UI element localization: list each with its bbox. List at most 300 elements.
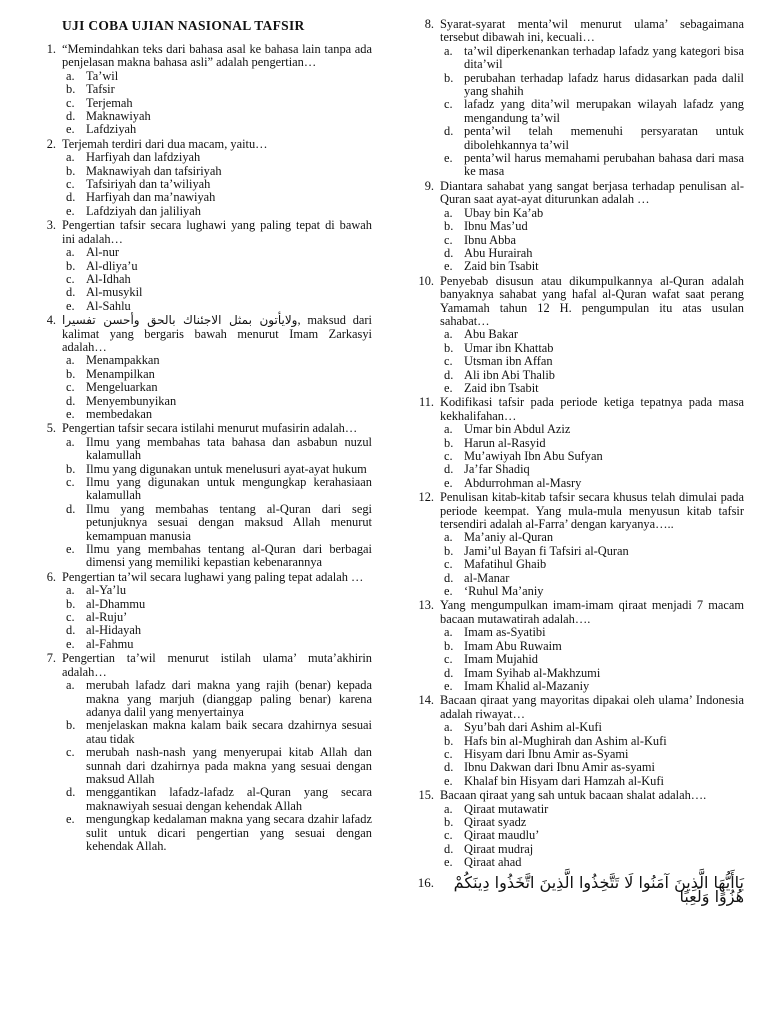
answer-option[interactable] [62, 191, 372, 204]
answer-option[interactable] [440, 450, 744, 463]
answer-option[interactable] [440, 735, 744, 748]
question-text [440, 789, 744, 802]
option-letter: e. [66, 298, 75, 313]
answer-option[interactable] [62, 151, 372, 164]
option-letter: a. [66, 245, 75, 260]
answer-option[interactable] [440, 260, 744, 273]
question-number: 13. [418, 598, 434, 613]
question-text [440, 18, 744, 45]
option-text: Zaid bin Tsabit [464, 259, 539, 274]
option-text: Abu Bakar [464, 327, 519, 342]
option-letter: b. [66, 461, 76, 476]
question-stem: “Memindahkan teks dari bahasa asal ke bahasa lain tanpa ada penjelasan makna bahasa asli” adalah pengertian… [62, 42, 372, 70]
option-letter: a. [444, 530, 453, 545]
arabic-verse: يَاأَيُّهَا الَّذِينَ آمَنُوا لَا تَتَّخِذُوا الَّذِينَ اتَّخَذُوا دِينَكُمْ هُزُوًا وَلَعِبًا [453, 872, 744, 906]
option-text: Ibnu Mas’ud [464, 219, 528, 234]
option-text: Mafatihul Ghaib [464, 557, 547, 572]
option-letter: d. [444, 367, 454, 382]
answer-option[interactable] [62, 463, 372, 476]
answer-option[interactable] [62, 611, 372, 624]
question-text [440, 599, 744, 626]
question-text [440, 872, 744, 906]
question-body [440, 180, 744, 274]
option-text: Umar ibn Khattab [464, 340, 554, 355]
option-text: Lafdziyah [86, 122, 137, 137]
option-letter: c. [444, 97, 453, 112]
option-letter: d. [66, 501, 76, 516]
option-text: Menyembunyikan [86, 393, 177, 408]
option-letter: e. [444, 475, 453, 490]
answer-option[interactable] [62, 354, 372, 367]
option-letter: b. [444, 733, 454, 748]
right-column [412, 18, 744, 905]
option-text: merubah nash-nash yang menyerupai kitab Allah dan sunnah dari dzahirnya pada makna yang sesuai dengan maksud Allah [86, 745, 372, 786]
option-letter: d. [66, 285, 76, 300]
option-letter: c. [444, 652, 453, 667]
answer-option[interactable] [62, 123, 372, 136]
question-stem: Terjemah terdiri dari dua macam, yaitu… [62, 136, 268, 151]
option-text: Imam Syihab al-Makhzumi [464, 665, 601, 680]
question-number: 7. [46, 651, 56, 666]
option-text: Tafsir [86, 82, 115, 97]
question-body [440, 872, 744, 906]
option-letter: d. [66, 785, 76, 800]
answer-option[interactable] [62, 381, 372, 394]
option-text: Mu’awiyah Ibn Abu Sufyan [464, 449, 603, 463]
option-letter: e. [66, 122, 75, 137]
question-text [62, 43, 372, 70]
question-text [440, 396, 744, 423]
answer-option[interactable] [62, 205, 372, 218]
option-letter: b. [66, 596, 76, 611]
option-text: Maknawiyah dan tafsiriyah [86, 163, 222, 178]
answer-option[interactable] [440, 558, 744, 571]
option-letter: a. [66, 678, 75, 693]
question-stem: Pengertian tafsir secara istilahi menurut mufasirin adalah… [62, 421, 358, 436]
option-letter: c. [444, 232, 453, 247]
question-text [62, 422, 372, 435]
page-title: UJI COBA UJIAN NASIONAL TAFSIR [62, 18, 305, 33]
option-letter: c. [66, 475, 75, 489]
question-text [440, 180, 744, 207]
question-stem: Bacaan qiraat yang sah untuk bacaan shalat adalah…. [440, 788, 707, 803]
answer-option[interactable] [62, 813, 372, 853]
option-text: merubah lafadz dari makna yang rajih (benar) kepada makna yang marjuh (dianggap paling benar) karena adanya dalil yang menyertainya [86, 678, 372, 719]
option-letter: d. [444, 841, 454, 856]
option-letter: d. [66, 623, 76, 638]
answer-option[interactable] [62, 368, 372, 381]
option-letter: a. [66, 583, 75, 598]
option-text: Imam Mujahid [464, 652, 538, 667]
option-text: Qiraat mutawatir [464, 801, 549, 816]
answer-option[interactable] [440, 626, 744, 639]
answer-option[interactable] [440, 463, 744, 476]
option-letter: d. [444, 462, 454, 477]
option-text: Mengeluarkan [86, 380, 158, 395]
answer-option[interactable] [62, 165, 372, 178]
option-text: Ibnu Dakwan dari Ibnu Amir as-syami [464, 760, 655, 775]
answer-option[interactable] [440, 247, 744, 260]
answer-option[interactable] [440, 775, 744, 788]
option-letter: a. [444, 43, 453, 58]
option-letter: b. [66, 82, 76, 97]
answer-option[interactable] [440, 45, 744, 72]
option-letter: a. [444, 801, 453, 816]
question-body [440, 789, 744, 869]
question-7 [34, 652, 372, 853]
option-letter: e. [444, 151, 453, 166]
option-text: Ilmu yang membahas tentang al-Quran dari berbagai dimensi yang memiliki kepastian kebenarannya [86, 542, 372, 570]
answer-option[interactable] [440, 207, 744, 220]
option-text: Ilmu yang membahas tata bahasa dan asbabun nuzul kalamullah [86, 434, 372, 463]
question-text [62, 314, 372, 354]
answer-option[interactable] [440, 220, 744, 233]
question-8 [412, 18, 744, 179]
answer-option[interactable] [440, 382, 744, 395]
answer-option[interactable] [440, 152, 744, 179]
answer-option[interactable] [440, 856, 744, 869]
option-text: Harfiyah dan ma’nawiyah [86, 190, 216, 205]
option-text: Ibnu Abba [464, 232, 516, 247]
question-number: 1. [46, 42, 56, 56]
option-letter: c. [444, 828, 453, 843]
option-letter: e. [444, 584, 453, 599]
option-text: membedakan [86, 406, 153, 421]
answer-option[interactable] [62, 638, 372, 651]
question-body [62, 219, 372, 313]
question-stem: Penulisan kitab-kitab tafsir secara khusus telah dimulai pada periode keempat. Yang mula-mula menyusun kitab tafsir tersendiri adalah al-Farra’ dengan karyanya….. [440, 490, 744, 532]
question-13 [412, 599, 744, 693]
option-text: Lafdziyah dan jaliliyah [86, 203, 201, 218]
option-letter: c. [66, 177, 75, 192]
question-14 [412, 694, 744, 788]
answer-option[interactable] [440, 653, 744, 666]
question-number: 16. [417, 874, 434, 890]
option-letter: a. [444, 327, 453, 342]
option-letter: a. [66, 353, 75, 368]
answer-option[interactable] [62, 300, 372, 313]
question-stem: Bacaan qiraat yang mayoritas dipakai oleh ulama’ Indonesia adalah riwayat… [440, 693, 744, 721]
option-text: ‘Ruhul Ma’aniy [464, 584, 544, 599]
question-2 [34, 138, 372, 218]
arabic-verse: ولايأتون بمثل الاجئناك بالحق وأحسن تفسيرا [62, 313, 298, 328]
option-letter: e. [444, 773, 453, 788]
question-stem: Pengertian tafsir secara lughawi yang paling tepat di bawah ini adalah… [62, 218, 372, 246]
option-text: Qiraat maudlu’ [464, 828, 540, 843]
option-text: Menampakkan [86, 353, 160, 368]
option-letter: c. [66, 610, 75, 625]
option-text: al-Ruju’ [86, 610, 128, 625]
question-body [440, 275, 744, 396]
option-text: Qiraat ahad [464, 855, 522, 870]
question-number: 10. [418, 273, 434, 288]
question-body [62, 314, 372, 421]
option-letter: e. [444, 855, 453, 870]
option-text: Ilmu yang membahas tentang al-Quran dari segi petunjuknya sesuai dengan maksud Allah menurut kemampuan manusia [86, 501, 372, 543]
option-text: Al-nur [86, 245, 120, 260]
option-letter: c. [66, 95, 75, 110]
answer-option[interactable] [62, 260, 372, 273]
answer-option[interactable] [62, 83, 372, 96]
option-letter: c. [66, 380, 75, 395]
question-stem: Penyebab disusun atau dikumpulkannya al-Quran adalah banyaknya sahabat yang hafal al-Quran wafat saat perang Yamamah tahun 12 H. pengumpulan itu atas usulan sahabat… [440, 273, 744, 328]
option-text: Syu’bah dari Ashim al-Kufi [464, 720, 602, 735]
answer-option[interactable] [62, 70, 372, 83]
question-number: 2. [46, 136, 56, 151]
answer-option[interactable] [440, 328, 744, 341]
answer-option[interactable] [440, 234, 744, 247]
option-letter: e. [66, 406, 75, 421]
option-text: Umar bin Abdul Aziz [464, 422, 571, 437]
answer-option[interactable] [62, 746, 372, 786]
question-11 [412, 396, 744, 490]
option-letter: b. [444, 638, 454, 653]
answer-option[interactable] [62, 408, 372, 421]
question-15 [412, 789, 744, 869]
option-text: Ilmu yang digunakan untuk menelusuri ayat-ayat hukum [86, 461, 367, 476]
question-stem: Syarat-syarat menta’wil menurut ulama’ sebagaimana tersebut dibawah ini, kecuali… [440, 17, 744, 45]
question-body [62, 652, 372, 853]
question-body [62, 43, 372, 137]
option-text: lafadz yang dita’wil merupakan wilayah lafadz yang mengandung ta’wil [464, 97, 744, 125]
answer-option[interactable] [440, 98, 744, 125]
option-letter: c. [66, 271, 75, 286]
answer-option[interactable] [440, 72, 744, 99]
option-letter: d. [66, 190, 76, 205]
option-letter: b. [66, 366, 76, 381]
answer-option[interactable] [440, 572, 744, 585]
option-letter: b. [66, 163, 76, 178]
question-text [62, 652, 372, 679]
option-text: al-Dhammu [86, 596, 146, 611]
option-text: al-Fahmu [86, 636, 134, 651]
answer-option[interactable] [62, 719, 372, 746]
option-text: al-Ya’lu [86, 583, 127, 598]
option-text: Ma’aniy al-Quran [464, 530, 554, 545]
option-letter: e. [66, 636, 75, 651]
option-text: Al-Idhah [86, 271, 131, 286]
question-body [440, 599, 744, 693]
option-letter: b. [444, 543, 454, 558]
question-number: 11. [418, 395, 434, 410]
answer-option[interactable] [62, 110, 372, 123]
option-text: menggantikan lafadz-lafadz al-Quran yang secara maknawiyah sesuai dengan kehendak Allah [86, 785, 372, 813]
answer-option[interactable] [440, 369, 744, 382]
option-text: Tafsiriyah dan ta’wiliyah [86, 177, 211, 192]
option-text: Al-dliya’u [86, 258, 138, 273]
option-letter: b. [444, 219, 454, 234]
question-10 [412, 275, 744, 396]
option-text: mengungkap kedalaman makna yang secara dzahir lafadz sulit untuk dicari pengertian yang sesuai dengan kehendak Allah. [86, 812, 372, 853]
option-text: ta’wil diperkenankan terhadap lafadz yang kategori bisa dita’wil [464, 43, 744, 72]
answer-option[interactable] [62, 503, 372, 543]
option-text: Ubay bin Ka’ab [464, 205, 544, 220]
question-body [62, 571, 372, 651]
question-number: 15. [418, 788, 434, 803]
answer-option[interactable] [440, 531, 744, 544]
answer-option[interactable] [440, 585, 744, 598]
answer-option[interactable] [62, 395, 372, 408]
option-text: penta’wil harus memahami perubahan bahasa dari masa ke masa [464, 151, 744, 179]
question-stem: , maksud dari kalimat yang bergaris bawah menurut Imam Zarkasyi adalah… [62, 313, 372, 354]
option-letter: d. [444, 760, 454, 775]
answer-option[interactable] [62, 246, 372, 259]
question-stem: Diantara sahabat yang sangat berjasa terhadap penulisan al-Quran saat ayat-ayat diturunkan adalah … [440, 178, 744, 207]
question-body [440, 396, 744, 490]
option-letter: d. [444, 570, 454, 585]
answer-option[interactable] [440, 423, 744, 436]
question-text [440, 275, 744, 329]
question-3 [34, 219, 372, 313]
option-text: Harfiyah dan lafdziyah [86, 150, 201, 165]
option-text: Ta’wil [86, 68, 119, 83]
question-body [440, 18, 744, 179]
question-text [440, 694, 744, 721]
question-stem: Pengertian ta’wil secara lughawi yang paling tepat adalah … [62, 569, 364, 584]
option-letter: c. [66, 745, 75, 760]
option-text: Al-Sahlu [86, 298, 131, 313]
question-number: 9. [424, 178, 434, 193]
question-text [62, 138, 372, 151]
question-number: 14. [418, 693, 434, 708]
option-text: Hisyam dari Ibnu Amir as-Syami [464, 746, 629, 761]
option-text: Utsman ibn Affan [464, 354, 553, 369]
answer-option[interactable] [440, 721, 744, 734]
answer-option[interactable] [62, 436, 372, 463]
answer-option[interactable] [440, 829, 744, 842]
answer-option[interactable] [440, 680, 744, 693]
answer-option[interactable] [62, 178, 372, 191]
option-letter: a. [66, 434, 75, 449]
answer-option[interactable] [62, 476, 372, 503]
option-text: penta’wil telah memenuhi persyaratan untuk dibolehkannya ta’wil [464, 124, 744, 152]
answer-option[interactable] [440, 477, 744, 490]
answer-option[interactable] [440, 640, 744, 653]
answer-option[interactable] [62, 624, 372, 637]
answer-option[interactable] [440, 843, 744, 856]
option-text: Maknawiyah [86, 109, 151, 124]
answer-option[interactable] [440, 355, 744, 368]
option-text: Ja’far Shadiq [464, 462, 530, 477]
question-5 [34, 422, 372, 569]
question-stem: Yang mengumpulkan imam-imam qiraat menjadi 7 macam bacaan mutawatirah adalah…. [440, 598, 744, 626]
option-letter: d. [444, 245, 454, 260]
option-letter: c. [444, 557, 453, 572]
option-letter: b. [66, 718, 76, 733]
question-1 [34, 43, 372, 137]
answer-option[interactable] [62, 543, 372, 570]
option-letter: b. [66, 258, 76, 273]
question-number: 12. [418, 490, 434, 505]
question-9 [412, 180, 744, 274]
option-letter: d. [444, 665, 454, 680]
question-16 [412, 872, 744, 906]
option-letter: b. [444, 70, 454, 85]
option-letter: a. [444, 205, 453, 220]
option-letter: e. [66, 542, 75, 557]
question-number: 3. [46, 218, 56, 233]
question-number: 6. [46, 569, 56, 584]
option-letter: b. [444, 435, 454, 450]
option-text: Hafs bin al-Mughirah dan Ashim al-Kufi [464, 733, 667, 748]
option-text: Khalaf bin Hisyam dari Hamzah al-Kufi [464, 773, 664, 788]
option-text: Harun al-Rasyid [464, 435, 546, 450]
option-text: Abu Hurairah [464, 245, 533, 260]
option-text: Menampilkan [86, 366, 155, 381]
question-text [62, 571, 372, 584]
answer-option[interactable] [440, 125, 744, 152]
question-number: 4. [46, 313, 56, 328]
question-4 [34, 314, 372, 421]
option-text: perubahan terhadap lafadz harus didasarkan pada dalil yang shahih [464, 70, 744, 99]
option-text: Ali ibn Abi Thalib [464, 367, 555, 382]
option-letter: a. [66, 150, 75, 165]
option-text: menjelaskan makna kalam baik secara dzahirnya sesuai atau tidak [86, 718, 372, 746]
answer-option[interactable] [440, 667, 744, 680]
answer-option[interactable] [440, 342, 744, 355]
answer-option[interactable] [62, 584, 372, 597]
option-letter: b. [444, 340, 454, 355]
answer-option[interactable] [440, 545, 744, 558]
option-letter: a. [444, 625, 453, 640]
answer-option[interactable] [440, 816, 744, 829]
question-number: 8. [424, 17, 434, 31]
option-letter: c. [444, 449, 453, 463]
option-letter: e. [66, 203, 75, 218]
option-text: Abdurrohman al-Masry [464, 475, 582, 490]
answer-option[interactable] [440, 437, 744, 450]
option-text: Jami’ul Bayan fi Tafsiri al-Quran [464, 543, 629, 558]
option-letter: c. [444, 354, 453, 369]
option-letter: b. [444, 814, 454, 829]
option-text: Zaid ibn Tsabit [464, 380, 539, 395]
answer-option[interactable] [440, 761, 744, 774]
answer-option[interactable] [62, 286, 372, 299]
option-text: Imam as-Syatibi [464, 625, 546, 640]
question-number: 5. [46, 421, 56, 436]
answer-option[interactable] [440, 748, 744, 761]
option-letter: d. [66, 393, 76, 408]
answer-option[interactable] [62, 679, 372, 719]
option-text: Imam Abu Ruwaim [464, 638, 562, 653]
option-letter: d. [444, 124, 454, 139]
question-body [440, 694, 744, 788]
answer-option[interactable] [62, 598, 372, 611]
option-text: al-Hidayah [86, 623, 142, 638]
option-text: Qiraat syadz [464, 814, 527, 829]
option-letter: e. [66, 812, 75, 827]
question-body [440, 491, 744, 598]
option-letter: e. [444, 380, 453, 395]
answer-option[interactable] [62, 273, 372, 286]
option-letter: a. [444, 422, 453, 437]
option-letter: d. [66, 109, 76, 124]
question-12 [412, 491, 744, 598]
option-letter: a. [66, 68, 75, 83]
option-text: al-Manar [464, 570, 510, 585]
option-text: Qiraat mudraj [464, 841, 534, 856]
answer-option[interactable] [62, 97, 372, 110]
question-stem: Kodifikasi tafsir pada periode ketiga tepatnya pada masa kekhalifahan… [440, 395, 744, 423]
answer-option[interactable] [62, 786, 372, 813]
question-body [62, 138, 372, 218]
question-stem: Pengertian ta’wil menurut istilah ulama’ muta’akhirin adalah… [62, 651, 372, 679]
left-column [34, 18, 372, 854]
question-text [440, 491, 744, 531]
question-6 [34, 571, 372, 651]
option-letter: e. [444, 678, 453, 693]
answer-option[interactable] [440, 803, 744, 816]
